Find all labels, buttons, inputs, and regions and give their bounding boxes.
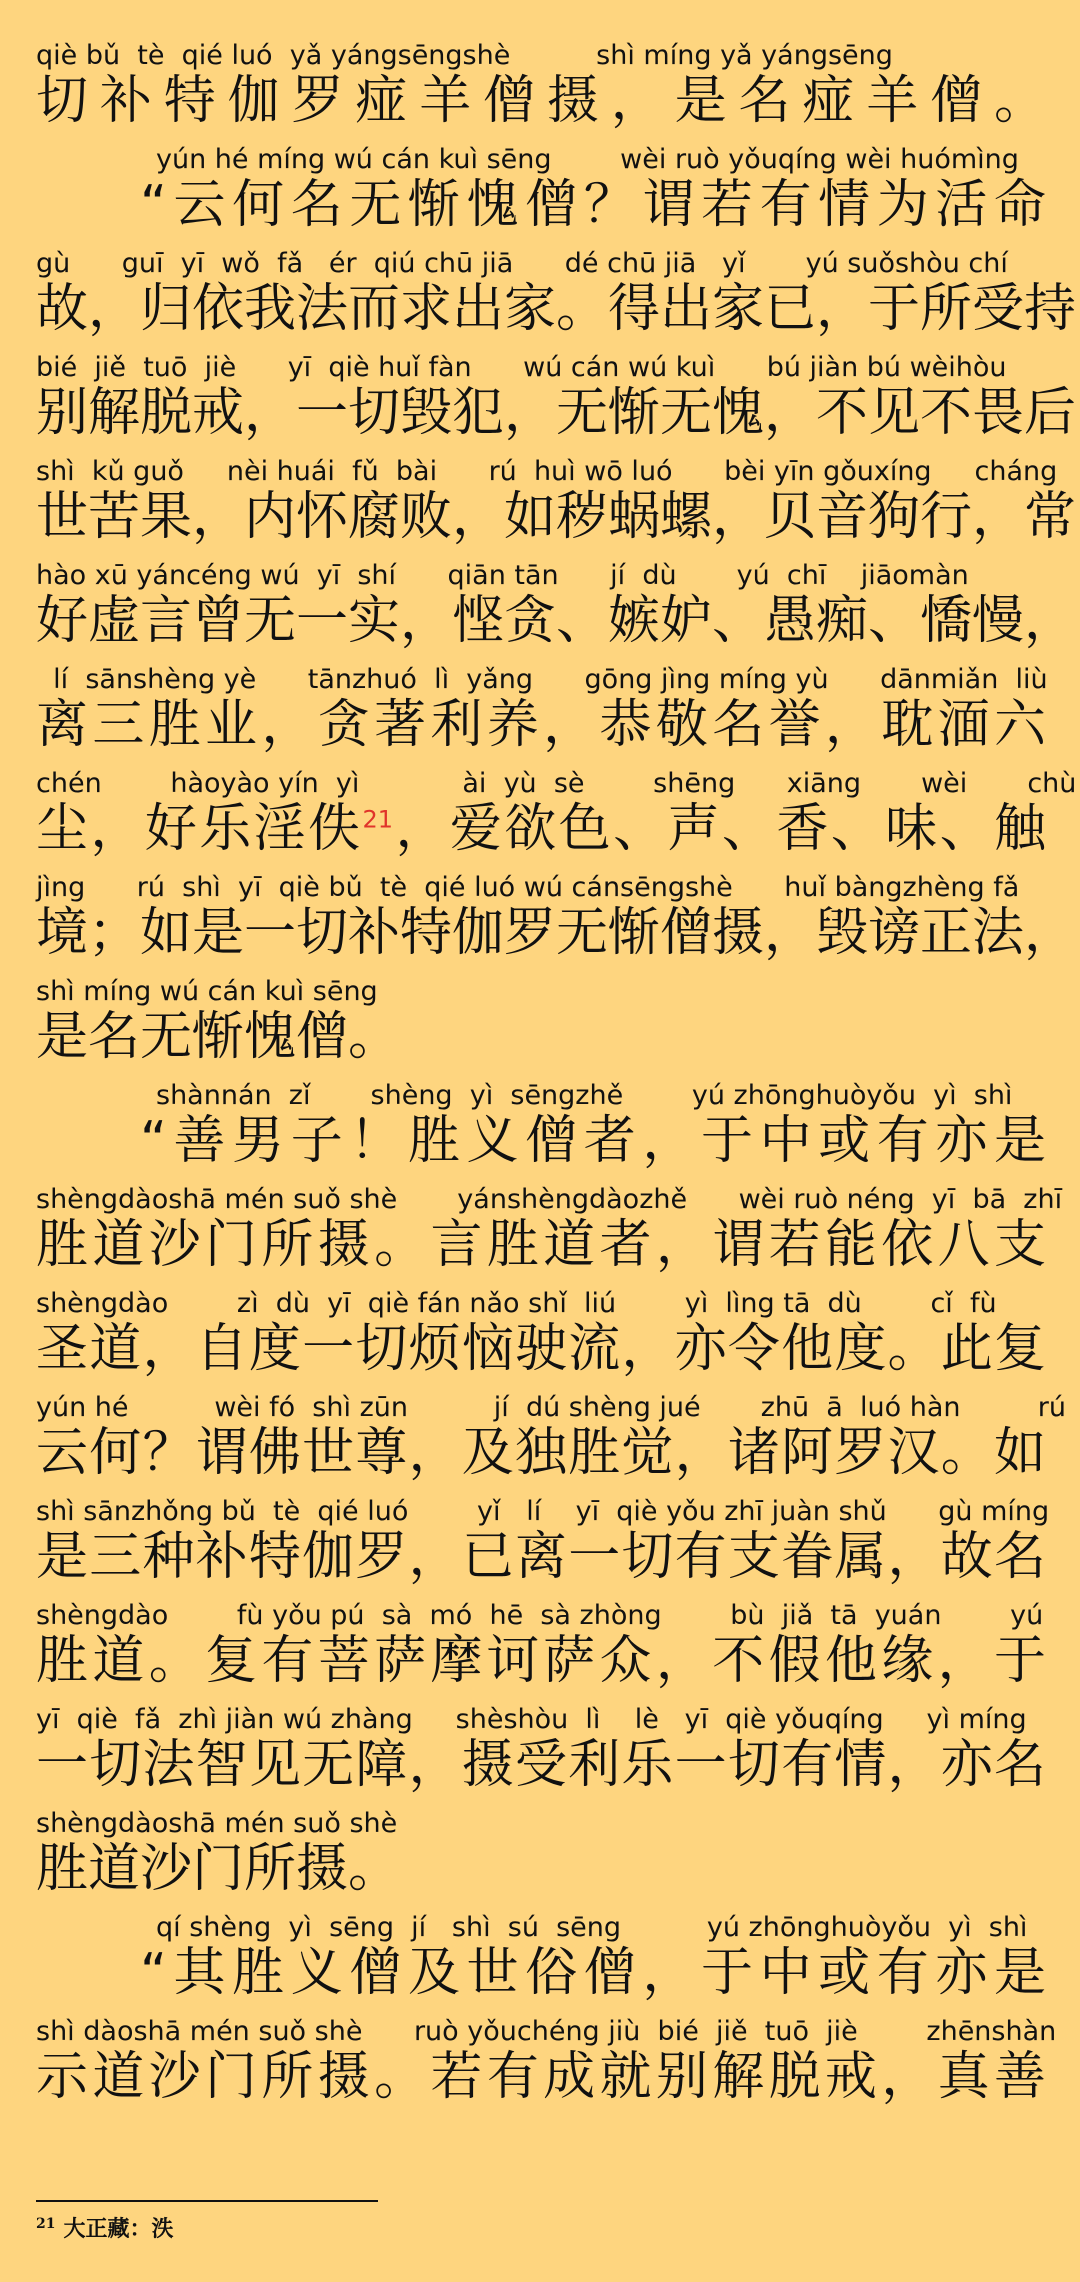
- footnote-marker[interactable]: 21: [362, 805, 394, 834]
- pinyin-row: yún hé wèi fó shì zūn jí dú shèng jué zhū ā luó hàn rú: [36, 1392, 1066, 1423]
- hanzi-segment: ，爱欲色、声、香、味、触: [393, 799, 1046, 859]
- hanzi-row: 一切法智见无障，摄受利乐一切有情，亦名: [36, 1735, 1046, 1795]
- hanzi-row: 云何？谓佛世尊，及独胜觉，诸阿罗汉。如: [36, 1423, 1046, 1483]
- hanzi-row: 胜道沙门所摄。: [36, 1839, 401, 1899]
- hanzi-segment: 尘，好乐淫佚: [36, 799, 363, 859]
- pinyin-row: shì sānzhǒng bǔ tè qié luó yǐ lí yī qiè yǒu zhī juàn shǔ gù míng: [36, 1496, 1050, 1527]
- hanzi-row: “其胜义僧及世俗僧，于中或有亦是: [140, 1943, 1046, 2003]
- hanzi-row: 故，归依我法而求出家。得出家已，于所受持: [36, 279, 1077, 339]
- pinyin-row: jìng rú shì yī qiè bǔ tè qié luó wú cánsēngshè huǐ bàngzhèng fǎ: [36, 872, 1020, 903]
- pinyin-row: bié jiě tuō jiè yī qiè huǐ fàn wú cán wú kuì bú jiàn bú wèihòu: [36, 352, 1007, 383]
- hanzi-row: 是名无惭愧僧。: [36, 1007, 401, 1067]
- hanzi-row: 世苦果，内怀腐败，如秽蜗螺，贝音狗行，常: [36, 487, 1077, 547]
- pinyin-row: qiè bǔ tè qié luó yǎ yángsēngshè shì míng yǎ yángsēng: [36, 40, 893, 71]
- hanzi-row: 离三胜业，贪著利养，恭敬名誉，耽湎六: [36, 695, 1046, 755]
- pinyin-row: shèngdàoshā mén suǒ shè yánshèngdàozhě wèi ruò néng yī bā zhī: [36, 1184, 1063, 1215]
- footnote-text: 大正藏：泆: [63, 2216, 174, 2242]
- pinyin-row: shì míng wú cán kuì sēng: [36, 976, 378, 1007]
- footnote: [36, 2212, 174, 2243]
- pinyin-row: yī qiè fǎ zhì jiàn wú zhàng shèshòu lì lè yī qiè yǒuqíng yì míng: [36, 1704, 1027, 1735]
- hanzi-row: “云何名无惭愧僧？谓若有情为活命: [140, 175, 1046, 235]
- pinyin-row: yún hé míng wú cán kuì sēng wèi ruò yǒuqíng wèi huómìng: [156, 144, 1019, 175]
- hanzi-row: 胜道。复有菩萨摩诃萨众，不假他缘，于: [36, 1631, 1046, 1691]
- pinyin-row: shì kǔ guǒ nèi huái fǔ bài rú huì wō luó bèi yīn gǒuxíng cháng: [36, 456, 1058, 487]
- hanzi-row: 是三种补特伽罗，已离一切有支眷属，故名: [36, 1527, 1046, 1587]
- hanzi-row: 好虚言曾无一实，悭贪、嫉妒、愚痴、憍慢，: [36, 591, 1077, 651]
- pinyin-row: hào xū yáncéng wú yī shí qiān tān jí dù yú chī jiāomàn: [36, 560, 969, 591]
- pinyin-row: lí sānshèng yè tānzhuó lì yǎng gōng jìng míng yù dānmiǎn liù: [36, 664, 1048, 695]
- pinyin-row: shì dàoshā mén suǒ shè ruò yǒuchéng jiù bié jiě tuō jiè zhēnshàn: [36, 2016, 1057, 2047]
- pinyin-row: shèngdàoshā mén suǒ shè: [36, 1808, 398, 1839]
- hanzi-row: [36, 796, 1046, 862]
- pinyin-row: chén hàoyào yín yì ài yù sè shēng xiāng wèi chù: [36, 768, 1077, 799]
- pinyin-row: gù guī yī wǒ fǎ ér qiú chū jiā dé chū jiā yǐ yú suǒshòu chí: [36, 248, 1008, 279]
- footnote-number: 21: [36, 2215, 56, 2232]
- hanzi-row: 示道沙门所摄。若有成就别解脱戒，真善: [36, 2047, 1046, 2107]
- hanzi-row: 境；如是一切补特伽罗无惭僧摄，毁谤正法，: [36, 903, 1077, 963]
- hanzi-row: 胜道沙门所摄。言胜道者，谓若能依八支: [36, 1215, 1046, 1275]
- pinyin-row: shànnán zǐ shèng yì sēngzhě yú zhōnghuòyǒu yì shì: [156, 1080, 1013, 1111]
- pinyin-row: shèngdào fù yǒu pú sà mó hē sà zhòng bù jiǎ tā yuán yú: [36, 1600, 1044, 1631]
- hanzi-row: 切补特伽罗痖羊僧摄，是名痖羊僧。: [36, 71, 1046, 131]
- hanzi-row: 圣道，自度一切烦恼驶流，亦令他度。此复: [36, 1319, 1046, 1379]
- hanzi-row: “善男子！胜义僧者，于中或有亦是: [140, 1111, 1046, 1171]
- hanzi-row: 别解脱戒，一切毁犯，无惭无愧，不见不畏后: [36, 383, 1077, 443]
- pinyin-row: qí shèng yì sēng jí shì sú sēng yú zhōnghuòyǒu yì shì: [156, 1912, 1028, 1943]
- footnote-divider: [36, 2200, 378, 2202]
- pinyin-row: shèngdào zì dù yī qiè fán nǎo shǐ liú yì lìng tā dù cǐ fù: [36, 1288, 997, 1319]
